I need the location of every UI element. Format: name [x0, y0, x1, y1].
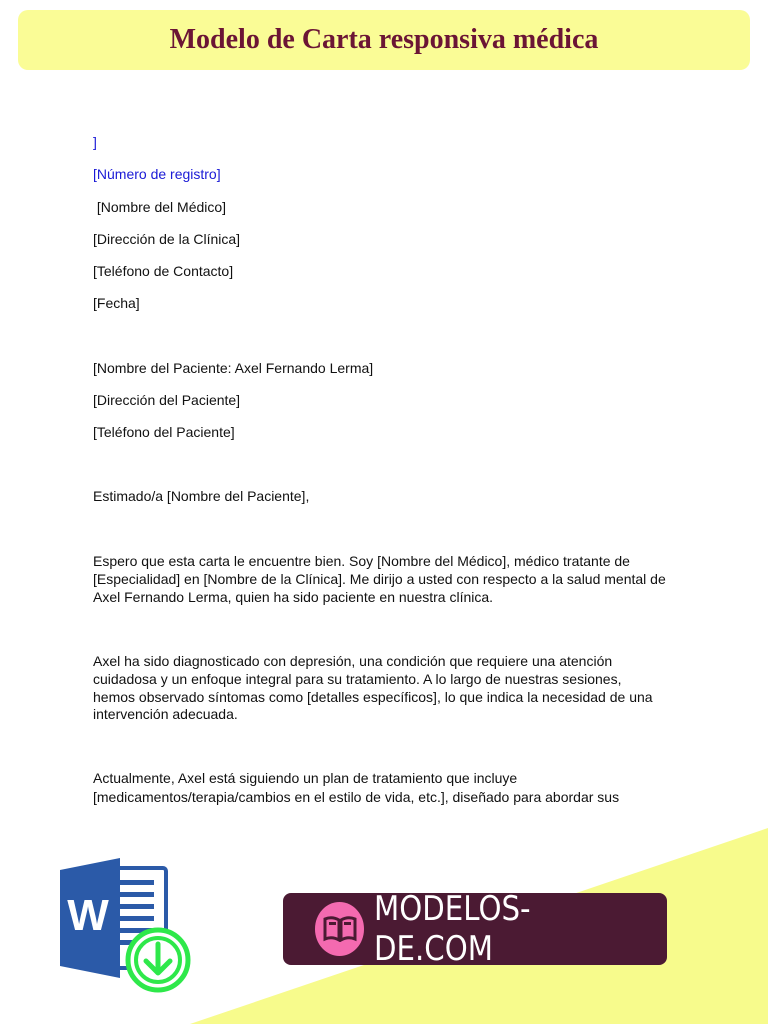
book-icon: [315, 902, 364, 956]
word-letter: W: [67, 891, 109, 940]
brand-text: MODELOS-DE.COM: [374, 889, 531, 969]
paciente-nombre-field: [Nombre del Paciente: Axel Fernando Lerma]: [93, 360, 374, 376]
fecha-field: [Fecha]: [93, 295, 140, 311]
parrafo2-linea4: intervención adecuada.: [93, 706, 238, 722]
brand-logo-banner[interactable]: [283, 889, 667, 969]
saludo: Estimado/a [Nombre del Paciente],: [93, 488, 310, 504]
telefono-contacto-field: [Teléfono de Contacto]: [93, 263, 234, 279]
parrafo2-linea2: cuidadosa y un enfoque integral para su tratamiento. A lo largo de nuestras sesiones,: [93, 671, 622, 687]
parrafo1-linea2: [Especialidad] en [Nombre de la Clínica]. Me dirijo a usted con respecto a la salud mental de: [93, 571, 666, 587]
parrafo1-linea1: Espero que esta carta le encuentre bien. Soy [Nombre del Médico], médico tratante de: [93, 553, 630, 569]
medico-field: [Nombre del Médico]: [93, 199, 227, 215]
paciente-telefono-field: [Teléfono del Paciente]: [93, 424, 235, 440]
word-download-icon[interactable]: [58, 858, 198, 998]
page-title: Modelo de Carta responsiva médica: [169, 24, 599, 55]
parrafo3-linea2: [medicamentos/terapia/cambios en el estilo de vida, etc.], diseñado para abordar sus: [93, 789, 620, 805]
title-banner: [18, 10, 750, 70]
paciente-direccion-field: [Dirección del Paciente]: [93, 392, 241, 408]
clinica-direccion-field: [Dirección de la Clínica]: [93, 231, 241, 247]
bracket-text: ]: [93, 134, 97, 150]
registro-field: [Número de registro]: [93, 166, 221, 182]
parrafo2-linea3: hemos observado síntomas como [detalles específicos], lo que indica la necesidad de una: [93, 689, 653, 705]
parrafo2-linea1: Axel ha sido diagnosticado con depresión, una condición que requiere una atención: [93, 653, 613, 669]
parrafo1-linea3: Axel Fernando Lerma, quien ha sido paciente en nuestra clínica.: [93, 589, 494, 605]
parrafo3-linea1: Actualmente, Axel está siguiendo un plan de tratamiento que incluye: [93, 770, 518, 786]
